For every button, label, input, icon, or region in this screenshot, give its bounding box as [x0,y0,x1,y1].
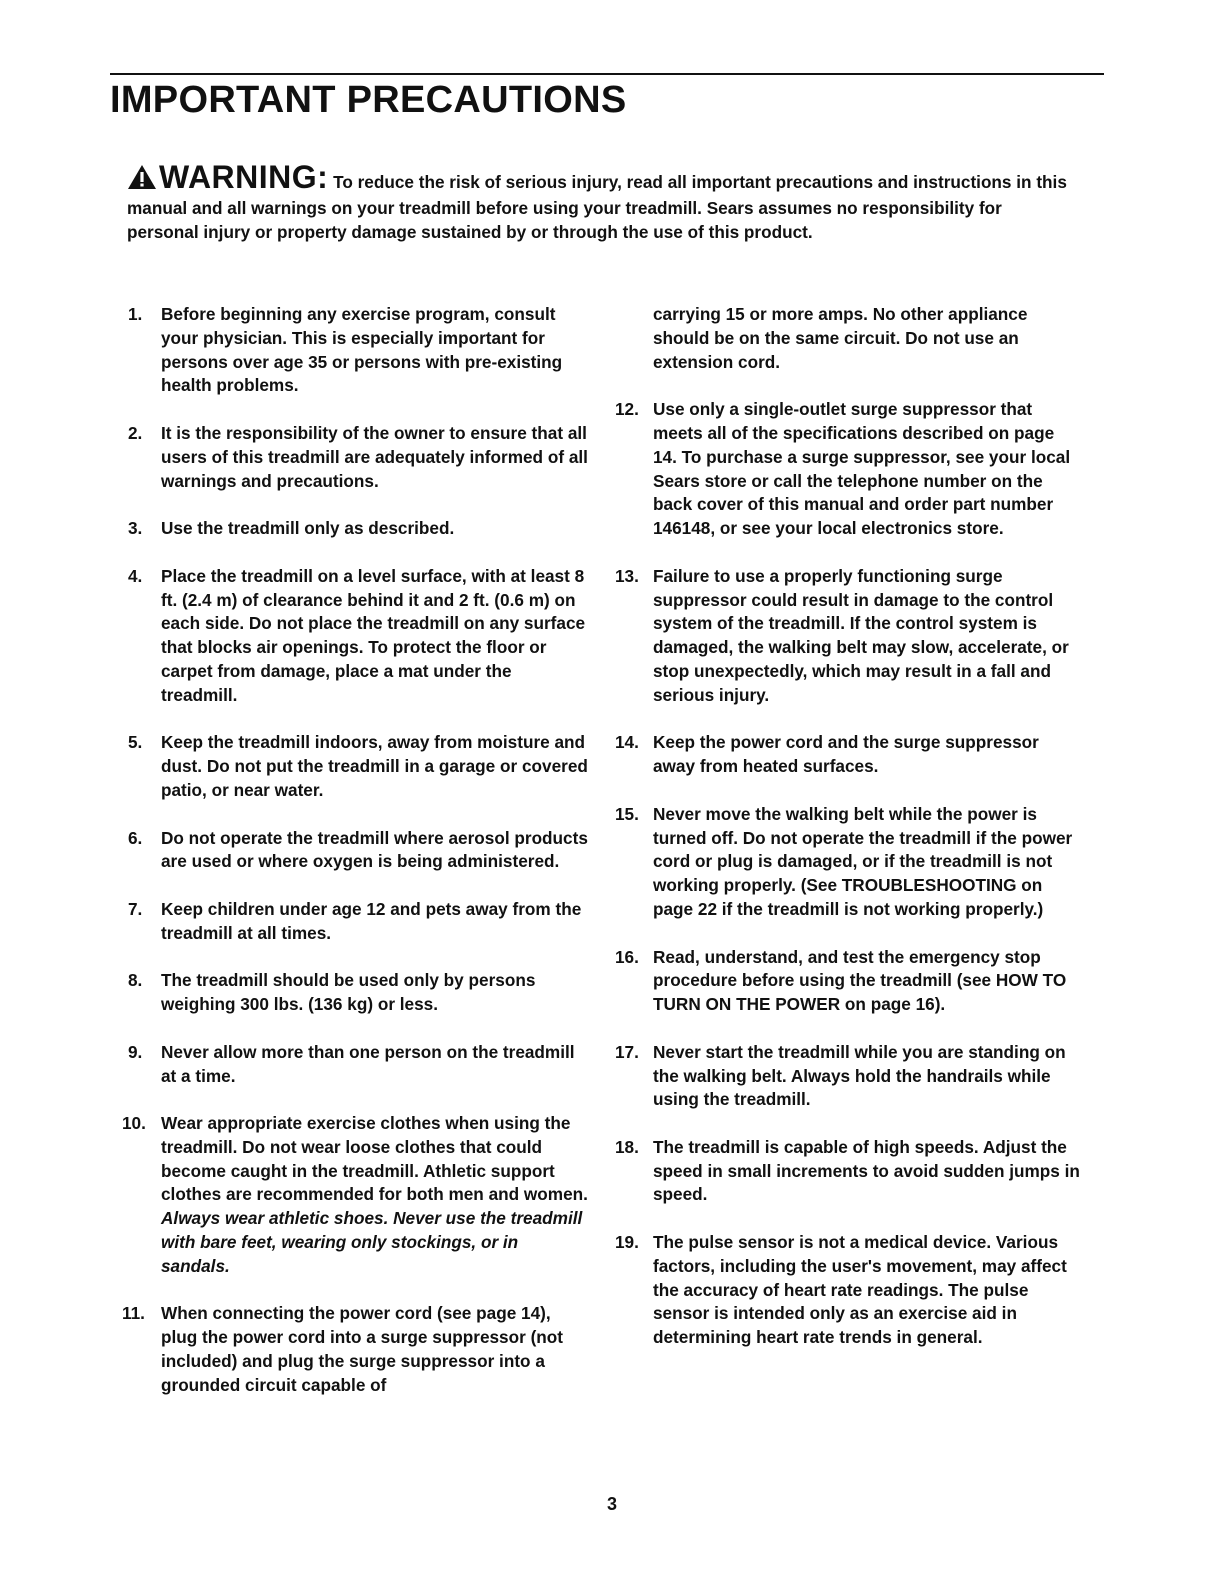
precaution-item [615,1041,1080,1112]
item-number: 13. [615,565,639,586]
item-text: Place the treadmill on a level surface, with at least 8 ft. (2.4 m) of clearance behind it and 2 ft. (0.6 m) on each side. Do not place the treadmill on any surface that blocks air openings. To protect the floor or carpet from damage, place a mat under the treadmill. [161,565,586,705]
item-text: Never allow more than one person on the treadmill at a time. [161,1041,575,1086]
item-number: 8. [128,970,143,991]
item-number: 16. [615,946,639,967]
precaution-item [128,422,588,493]
precaution-item [128,969,588,1017]
warning-triangle-icon [127,164,157,196]
item-text: Keep the treadmill indoors, away from moisture and dust. Do not put the treadmill in a garage or covered patio, or near water. [161,732,588,800]
item-number: 10. [122,1113,146,1134]
precaution-item [122,1302,588,1397]
item-text: The pulse sensor is not a medical device. Various factors, including the user's movement, may affect the accuracy of heart rate readings. The pulse sensor is intended only as an exercise aid in determining heart rate trends in general. [653,1232,1067,1348]
item-number: 5. [128,732,143,753]
item-number: 6. [128,827,143,848]
precaution-item [615,565,1080,708]
item-text: When connecting the power cord (see page 14), plug the power cord into a surge suppressor (not included) and plug the surge suppressor into a grounded circuit capable of [161,1303,564,1395]
precaution-item [615,1136,1080,1207]
precaution-item [615,946,1080,1017]
item-number: 19. [615,1232,639,1253]
precaution-item [128,517,588,541]
page-number: 3 [606,1494,617,1514]
page-title: IMPORTANT PRECAUTIONS [110,79,627,121]
item-text: Use the treadmill only as described. [161,518,455,539]
right-column [615,303,1080,1374]
precaution-item [615,731,1080,779]
item-number: 7. [128,898,143,919]
precaution-item [122,1112,588,1279]
item-text: Before beginning any exercise program, consult your physician. This is especially important for persons over age 35 or persons with pre-existing health problems. [161,304,563,396]
item-number: 11. [122,1303,145,1324]
warning-block [127,159,1067,245]
precaution-item [128,731,588,802]
precaution-item [615,1231,1080,1350]
item-number: 9. [128,1041,143,1062]
precaution-item [615,803,1080,922]
precaution-item [128,827,588,875]
item-text: Keep the power cord and the surge suppressor away from heated surfaces. [653,732,1039,777]
item-number: 2. [128,422,143,443]
item-text: Keep children under age 12 and pets away from the treadmill at all times. [161,898,582,943]
item-number: 12. [615,399,639,420]
warning-label: WARNING: [159,159,329,195]
item-number: 4. [128,565,143,586]
precaution-item-continuation [620,303,1080,374]
precaution-item [128,565,588,708]
item-text: The treadmill is capable of high speeds. Adjust the speed in small increments to avoid sudden jumps in speed. [653,1136,1080,1205]
item-text: The treadmill should be used only by persons weighing 300 lbs. (136 kg) or less. [161,970,536,1015]
left-column [122,303,588,1421]
item-number: 15. [615,803,639,824]
precaution-item [128,303,588,398]
item-number: 1. [128,304,143,324]
warning-text: To reduce the risk of serious injury, read all important precautions and instructions in this manual and all warnings on your treadmill before using your treadmill. Sears assumes no responsibility for personal injury or property damage sustained by or through the use of this product. [127,172,1067,243]
precaution-item [128,1041,588,1089]
item-text: carrying 15 or more amps. No other appliance should be on the same circuit. Do not use an extension cord. [653,304,1028,372]
precaution-item [128,898,588,946]
item-text: Failure to use a properly functioning surge suppressor could result in damage to the control system of the treadmill. If the control system is damaged, the walking belt may slow, accelerate, or stop unexpectedly, which may result in a fall and serious injury. [653,565,1069,705]
title-rule [110,73,1104,75]
item-text: Wear appropriate exercise clothes when using the treadmill. Do not wear loose clothes that could become caught in the treadmill. Athletic support clothes are recommended for both men and women. [161,1113,588,1205]
item-text: Do not operate the treadmill where aerosol products are used or where oxygen is being administered. [161,827,588,872]
item-text: It is the responsibility of the owner to ensure that all users of this treadmill are adequately informed of all warnings and precautions. [161,422,588,491]
item-text: Use only a single-outlet surge suppressor that meets all of the specifications described on page 14. To purchase a surge suppressor, see your local Sears store or call the telephone number on the back cover of this manual and order part number 146148, or see your local electronics store. [653,399,1071,539]
item-number: 17. [615,1041,639,1062]
item-number: 18. [615,1136,639,1157]
item-number: 14. [615,732,639,753]
item-text: Never start the treadmill while you are standing on the walking belt. Always hold the handrails while using the treadmill. [653,1041,1066,1110]
precaution-item [615,398,1080,541]
item-number: 3. [128,518,143,539]
item-text: Read, understand, and test the emergency stop procedure before using the treadmill (see HOW TO TURN ON THE POWER on page 16). [653,946,1067,1015]
item-emphasis-text: Always wear athletic shoes. Never use the treadmill with bare feet, wearing only stockings, or in sandals. [161,1208,583,1276]
item-text: Never move the walking belt while the power is turned off. Do not operate the treadmill if the power cord or plug is damaged, or if the treadmill is not working properly. (See TROUBLESHOOTING on page 22 if the treadmill is not working properly.) [653,803,1073,919]
